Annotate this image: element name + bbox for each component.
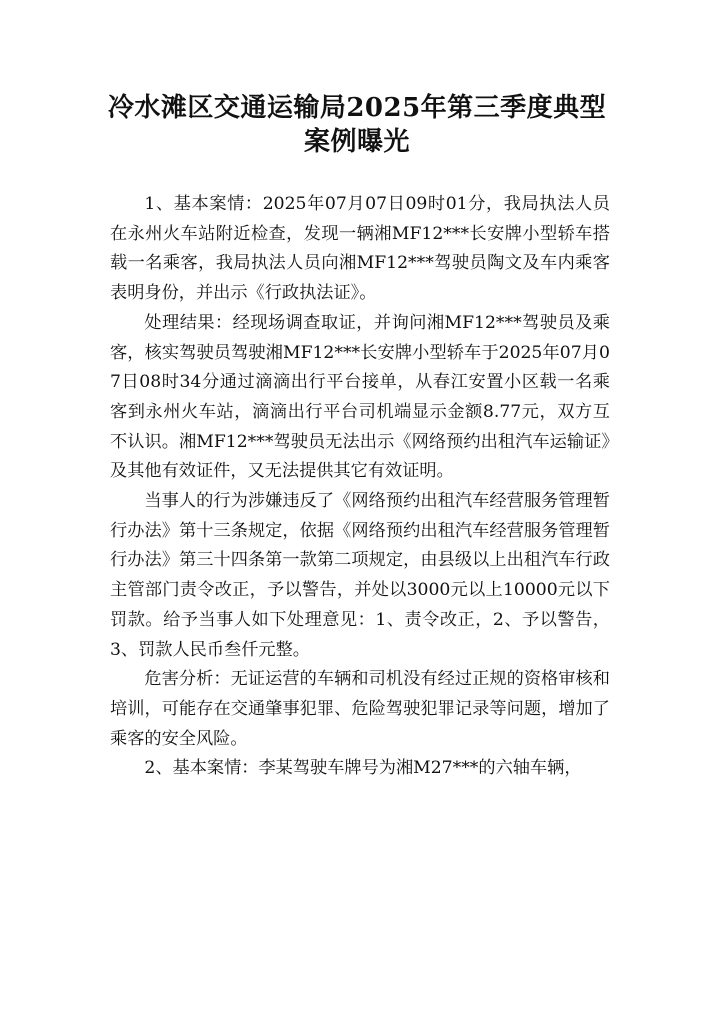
paragraph-case-1-facts: 1、基本案情：2025年07月07日09时01分，我局执法人员在永州火车站附近检查，发现一辆湘MF12***长安牌小型轿车搭载一名乘客，我局执法人员向湘MF12***驾驶员陶文及车内乘客表明身份，并出示《行政执法证》。 xyxy=(110,194,610,304)
document-title-line-2: 案例曝光 xyxy=(303,127,410,157)
paragraph-case-2-facts: 2、基本案情：李某驾驶车牌号为湘M27***的六轴车辆， xyxy=(144,758,582,779)
paragraph-case-1-legal-basis: 当事人的行为涉嫌违反了《网络预约出租汽车经营服务管理暂行办法》第十三条规定，依据《网络预约出租汽车经营服务管理暂行办法》第三十四条第一款第二项规定，由县级以上出租汽车行政主管部门责令改正，予以警告，并处以3000元以上10000元以下罚款。给予当事人如下处理意见：1、责令改正，2、予以警告，3、罚款人民币叁仟元整。 xyxy=(110,491,610,660)
paragraph-case-1-result: 处理结果：经现场调查取证，并询问湘MF12***驾驶员及乘客，核实驾驶员驾驶湘MF12***长安牌小型轿车于2025年07月07日08时34分通过滴滴出行平台接单，从春江安置小区载一名乘客到永州火车站，滴滴出行平台司机端显示金额8.77元，双方互不认识。湘MF12***驾驶员无法出示《网络预约出租汽车运输证》及其他有效证件，又无法提供其它有效证明。 xyxy=(110,312,610,482)
document-body xyxy=(110,190,610,784)
document-title-line-1: 冷水滩区交通运输局2025年第三季度典型 xyxy=(107,93,607,123)
paragraph-case-1-hazard-analysis: 危害分析：无证运营的车辆和司机没有经过正规的资格审核和培训，可能存在交通肇事犯罪、危险驾驶犯罪记录等问题，增加了乘客的安全风险。 xyxy=(110,669,610,749)
